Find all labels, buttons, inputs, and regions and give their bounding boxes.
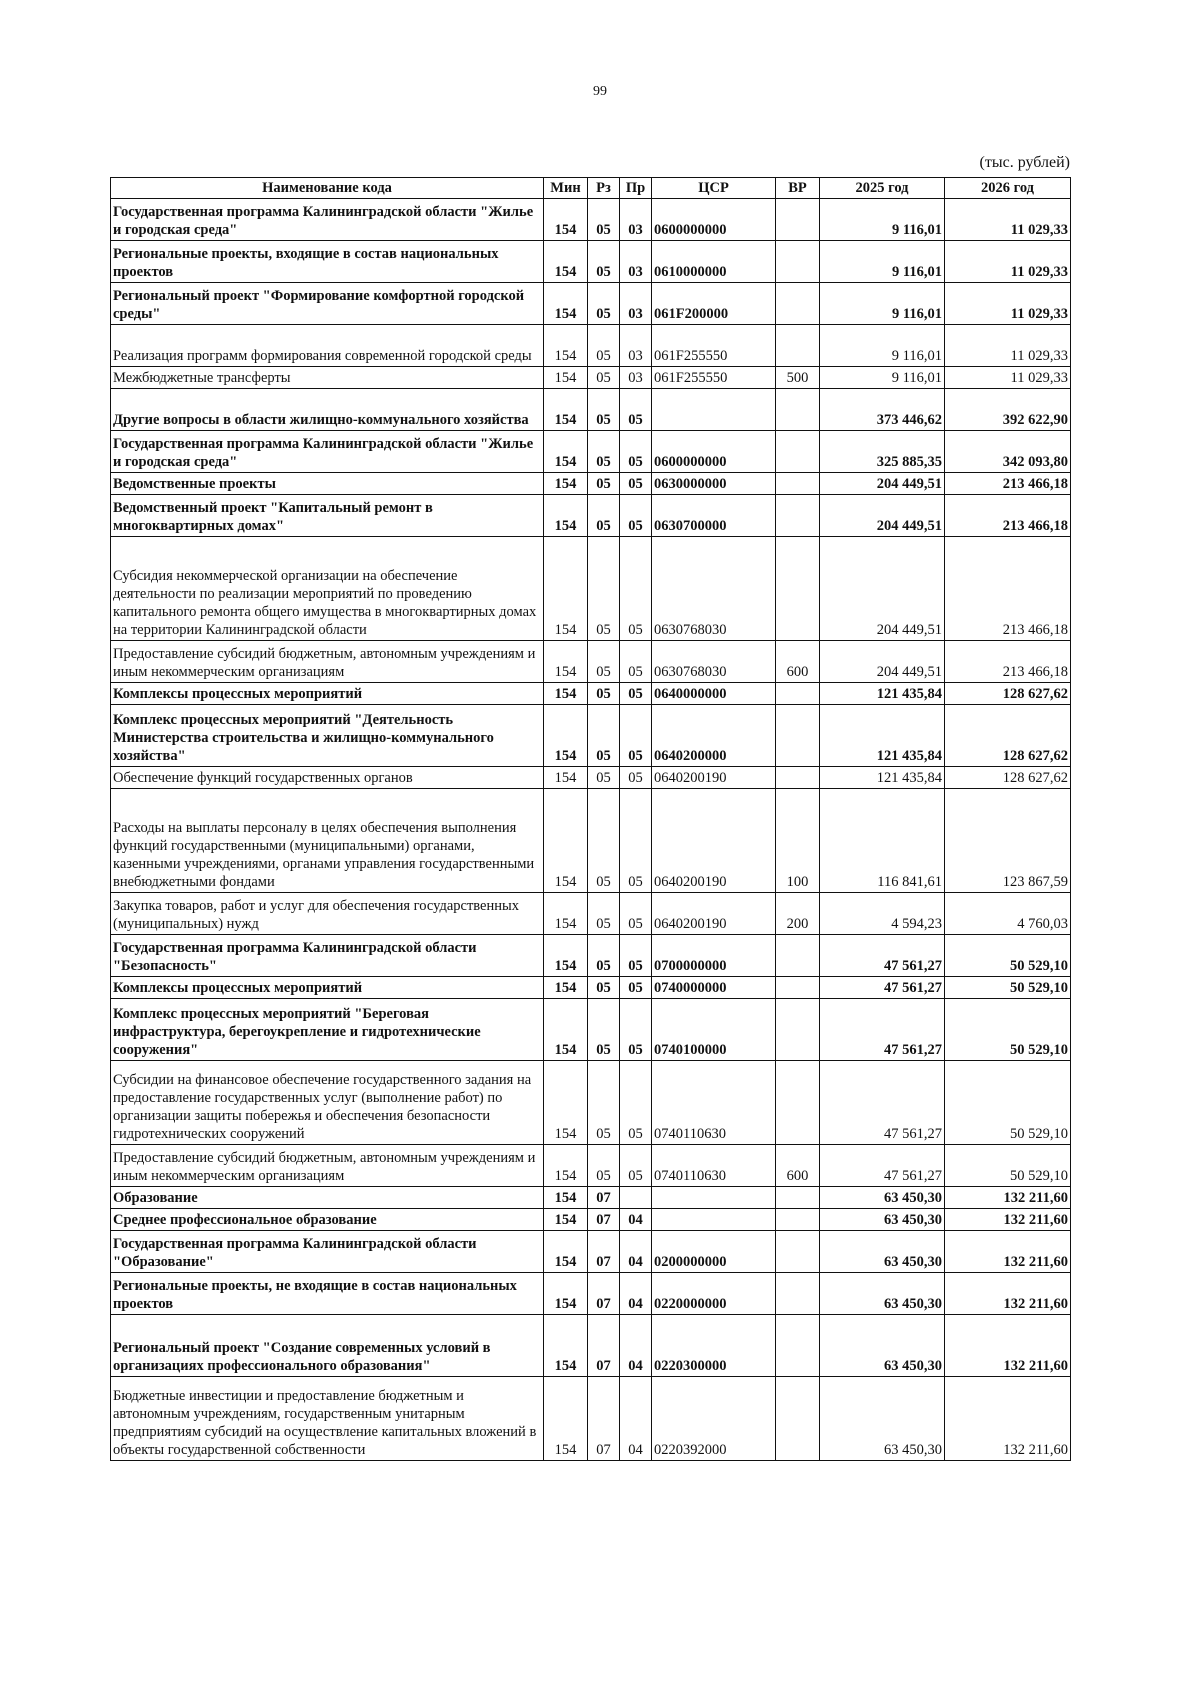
cell-rz: 05: [588, 1145, 620, 1187]
cell-vr: [776, 767, 820, 789]
cell-csr: 0220392000: [652, 1377, 776, 1461]
cell-min: 154: [544, 283, 588, 325]
cell-y2025: 121 435,84: [820, 705, 945, 767]
cell-pr: 03: [620, 283, 652, 325]
cell-name: Региональный проект "Создание современных условий в организациях профессионального образования": [111, 1315, 544, 1377]
table-row: [111, 1377, 1071, 1461]
cell-csr: 0630700000: [652, 495, 776, 537]
cell-vr: [776, 389, 820, 431]
budget-table: [110, 177, 1071, 1461]
cell-y2026: 128 627,62: [945, 683, 1071, 705]
cell-y2025: 9 116,01: [820, 199, 945, 241]
cell-csr: 0610000000: [652, 241, 776, 283]
cell-y2025: 47 561,27: [820, 1145, 945, 1187]
cell-min: 154: [544, 789, 588, 893]
cell-min: 154: [544, 367, 588, 389]
cell-vr: [776, 935, 820, 977]
cell-min: 154: [544, 537, 588, 641]
cell-name: Межбюджетные трансферты: [111, 367, 544, 389]
header-rz: Рз: [588, 178, 620, 199]
cell-pr: 04: [620, 1273, 652, 1315]
cell-rz: 05: [588, 495, 620, 537]
cell-y2025: 116 841,61: [820, 789, 945, 893]
cell-vr: [776, 1187, 820, 1209]
cell-vr: [776, 705, 820, 767]
cell-y2025: 204 449,51: [820, 537, 945, 641]
cell-csr: 061F255550: [652, 367, 776, 389]
cell-min: 154: [544, 495, 588, 537]
header-name: Наименование кода: [111, 178, 544, 199]
cell-rz: 05: [588, 367, 620, 389]
cell-y2026: 132 211,60: [945, 1209, 1071, 1231]
cell-y2025: 325 885,35: [820, 431, 945, 473]
cell-csr: 0740100000: [652, 999, 776, 1061]
cell-name: Комплекс процессных мероприятий "Береговая инфраструктура, берегоукрепление и гидротехнические сооружения": [111, 999, 544, 1061]
cell-pr: 04: [620, 1209, 652, 1231]
cell-name: Другие вопросы в области жилищно-коммунального хозяйства: [111, 389, 544, 431]
cell-name: Государственная программа Калининградской области "Жилье и городская среда": [111, 199, 544, 241]
cell-y2026: 132 211,60: [945, 1315, 1071, 1377]
cell-min: 154: [544, 1231, 588, 1273]
table-row: [111, 767, 1071, 789]
cell-name: Расходы на выплаты персоналу в целях обеспечения выполнения функций государственными (муниципальными) органами, казенными учреждениями, органами управления государственными внебюджетными фондами: [111, 789, 544, 893]
cell-vr: [776, 977, 820, 999]
cell-pr: 05: [620, 537, 652, 641]
cell-name: Региональные проекты, входящие в состав национальных проектов: [111, 241, 544, 283]
cell-y2026: 11 029,33: [945, 325, 1071, 367]
cell-y2026: 123 867,59: [945, 789, 1071, 893]
cell-rz: 07: [588, 1315, 620, 1377]
cell-csr: 0600000000: [652, 199, 776, 241]
cell-rz: 05: [588, 789, 620, 893]
cell-rz: 05: [588, 537, 620, 641]
table-row: [111, 1061, 1071, 1145]
cell-y2026: 50 529,10: [945, 935, 1071, 977]
table-row: [111, 473, 1071, 495]
cell-vr: [776, 325, 820, 367]
cell-rz: 05: [588, 241, 620, 283]
table-row: [111, 789, 1071, 893]
cell-csr: 0200000000: [652, 1231, 776, 1273]
table-row: [111, 935, 1071, 977]
cell-csr: 0630000000: [652, 473, 776, 495]
table-row: [111, 1209, 1071, 1231]
cell-csr: 0600000000: [652, 431, 776, 473]
table-row: [111, 1315, 1071, 1377]
cell-rz: 07: [588, 1231, 620, 1273]
table-row: [111, 893, 1071, 935]
cell-csr: 0740000000: [652, 977, 776, 999]
cell-min: 154: [544, 431, 588, 473]
cell-min: 154: [544, 705, 588, 767]
cell-y2025: 204 449,51: [820, 495, 945, 537]
cell-pr: 05: [620, 1145, 652, 1187]
cell-y2026: 11 029,33: [945, 283, 1071, 325]
cell-pr: 04: [620, 1377, 652, 1461]
cell-csr: 0740110630: [652, 1145, 776, 1187]
cell-pr: 05: [620, 999, 652, 1061]
cell-pr: [620, 1187, 652, 1209]
cell-pr: 05: [620, 1061, 652, 1145]
cell-y2026: 392 622,90: [945, 389, 1071, 431]
cell-y2026: 11 029,33: [945, 367, 1071, 389]
cell-name: Ведомственные проекты: [111, 473, 544, 495]
cell-vr: [776, 199, 820, 241]
table-row: [111, 1273, 1071, 1315]
cell-name: Государственная программа Калининградской области "Образование": [111, 1231, 544, 1273]
cell-y2026: 213 466,18: [945, 537, 1071, 641]
cell-rz: 05: [588, 199, 620, 241]
cell-y2025: 9 116,01: [820, 325, 945, 367]
header-2025: 2025 год: [820, 178, 945, 199]
cell-name: Комплексы процессных мероприятий: [111, 977, 544, 999]
cell-y2026: 50 529,10: [945, 1061, 1071, 1145]
cell-vr: 600: [776, 641, 820, 683]
cell-name: Региональные проекты, не входящие в состав национальных проектов: [111, 1273, 544, 1315]
cell-y2025: 47 561,27: [820, 935, 945, 977]
cell-rz: 05: [588, 683, 620, 705]
table-row: [111, 283, 1071, 325]
table-row: [111, 1231, 1071, 1273]
cell-y2026: 50 529,10: [945, 1145, 1071, 1187]
table-row: [111, 683, 1071, 705]
cell-y2025: 47 561,27: [820, 999, 945, 1061]
cell-pr: 03: [620, 325, 652, 367]
cell-csr: [652, 389, 776, 431]
cell-csr: 0640200190: [652, 893, 776, 935]
cell-pr: 05: [620, 495, 652, 537]
cell-pr: 05: [620, 935, 652, 977]
table-row: [111, 705, 1071, 767]
table-row: [111, 641, 1071, 683]
cell-min: 154: [544, 1145, 588, 1187]
cell-pr: 05: [620, 977, 652, 999]
cell-pr: 05: [620, 683, 652, 705]
units-label: (тыс. рублей): [979, 154, 1070, 171]
cell-y2026: 213 466,18: [945, 641, 1071, 683]
cell-rz: 05: [588, 1061, 620, 1145]
cell-vr: [776, 283, 820, 325]
cell-min: 154: [544, 1377, 588, 1461]
cell-pr: 05: [620, 389, 652, 431]
cell-min: 154: [544, 473, 588, 495]
cell-min: 154: [544, 241, 588, 283]
cell-min: 154: [544, 641, 588, 683]
table-header-row: [111, 178, 1071, 199]
cell-y2025: 63 450,30: [820, 1187, 945, 1209]
cell-name: Региональный проект "Формирование комфортной городской среды": [111, 283, 544, 325]
cell-csr: 0220000000: [652, 1273, 776, 1315]
cell-min: 154: [544, 325, 588, 367]
cell-y2026: 132 211,60: [945, 1377, 1071, 1461]
cell-y2025: 9 116,01: [820, 283, 945, 325]
header-min: Мин: [544, 178, 588, 199]
cell-name: Ведомственный проект "Капитальный ремонт в многоквартирных домах": [111, 495, 544, 537]
cell-vr: [776, 495, 820, 537]
cell-csr: 0630768030: [652, 641, 776, 683]
cell-y2025: 9 116,01: [820, 367, 945, 389]
cell-vr: [776, 431, 820, 473]
cell-y2026: 342 093,80: [945, 431, 1071, 473]
cell-pr: 03: [620, 367, 652, 389]
cell-y2025: 9 116,01: [820, 241, 945, 283]
cell-y2026: 50 529,10: [945, 999, 1071, 1061]
table-row: [111, 367, 1071, 389]
cell-name: Предоставление субсидий бюджетным, автономным учреждениям и иным некоммерческим организациям: [111, 1145, 544, 1187]
cell-y2026: 132 211,60: [945, 1231, 1071, 1273]
cell-y2026: 128 627,62: [945, 705, 1071, 767]
cell-vr: [776, 1273, 820, 1315]
cell-csr: 061F200000: [652, 283, 776, 325]
cell-y2025: 4 594,23: [820, 893, 945, 935]
table-row: [111, 1187, 1071, 1209]
cell-y2025: 204 449,51: [820, 641, 945, 683]
cell-name: Бюджетные инвестиции и предоставление бюджетным и автономным учреждениям, государственным унитарным предприятиям субсидий на осуществление капитальных вложений в объекты государственной собственности: [111, 1377, 544, 1461]
page-number: 99: [593, 84, 607, 99]
cell-rz: 07: [588, 1209, 620, 1231]
cell-csr: 0640200000: [652, 705, 776, 767]
cell-name: Государственная программа Калининградской области "Жилье и городская среда": [111, 431, 544, 473]
cell-y2025: 63 450,30: [820, 1273, 945, 1315]
cell-csr: 0740110630: [652, 1061, 776, 1145]
cell-y2025: 373 446,62: [820, 389, 945, 431]
cell-vr: [776, 1061, 820, 1145]
table-row: [111, 537, 1071, 641]
cell-rz: 05: [588, 325, 620, 367]
cell-min: 154: [544, 1187, 588, 1209]
cell-y2026: 213 466,18: [945, 495, 1071, 537]
table-row: [111, 1145, 1071, 1187]
cell-min: 154: [544, 893, 588, 935]
cell-min: 154: [544, 1061, 588, 1145]
cell-pr: 05: [620, 431, 652, 473]
table-row: [111, 977, 1071, 999]
cell-name: Предоставление субсидий бюджетным, автономным учреждениям и иным некоммерческим организациям: [111, 641, 544, 683]
cell-min: 154: [544, 389, 588, 431]
cell-rz: 05: [588, 641, 620, 683]
cell-y2025: 63 450,30: [820, 1209, 945, 1231]
cell-rz: 05: [588, 473, 620, 495]
cell-rz: 05: [588, 283, 620, 325]
cell-y2026: 213 466,18: [945, 473, 1071, 495]
cell-y2025: 63 450,30: [820, 1315, 945, 1377]
cell-csr: 0700000000: [652, 935, 776, 977]
cell-vr: [776, 1209, 820, 1231]
cell-pr: 04: [620, 1231, 652, 1273]
cell-y2026: 50 529,10: [945, 977, 1071, 999]
header-vr: ВР: [776, 178, 820, 199]
cell-csr: 0630768030: [652, 537, 776, 641]
cell-y2026: 11 029,33: [945, 199, 1071, 241]
cell-vr: [776, 537, 820, 641]
cell-pr: 05: [620, 893, 652, 935]
cell-min: 154: [544, 199, 588, 241]
cell-min: 154: [544, 767, 588, 789]
cell-y2025: 63 450,30: [820, 1377, 945, 1461]
cell-name: Закупка товаров, работ и услуг для обеспечения государственных (муниципальных) нужд: [111, 893, 544, 935]
table-row: [111, 241, 1071, 283]
cell-name: Обеспечение функций государственных органов: [111, 767, 544, 789]
cell-vr: [776, 1315, 820, 1377]
cell-min: 154: [544, 999, 588, 1061]
cell-rz: 05: [588, 389, 620, 431]
cell-y2025: 204 449,51: [820, 473, 945, 495]
table-row: [111, 325, 1071, 367]
header-csr: ЦСР: [652, 178, 776, 199]
cell-csr: 0640200190: [652, 767, 776, 789]
cell-csr: [652, 1209, 776, 1231]
cell-name: Реализация программ формирования современной городской среды: [111, 325, 544, 367]
cell-name: Субсидия некоммерческой организации на обеспечение деятельности по реализации мероприятий по проведению капитального ремонта общего имущества в многоквартирных домах на территории Калининградской области: [111, 537, 544, 641]
cell-pr: 03: [620, 241, 652, 283]
cell-y2025: 63 450,30: [820, 1231, 945, 1273]
cell-csr: 061F255550: [652, 325, 776, 367]
cell-vr: 100: [776, 789, 820, 893]
cell-rz: 07: [588, 1377, 620, 1461]
cell-name: Образование: [111, 1187, 544, 1209]
cell-vr: 500: [776, 367, 820, 389]
cell-vr: 600: [776, 1145, 820, 1187]
cell-y2026: 128 627,62: [945, 767, 1071, 789]
cell-vr: [776, 241, 820, 283]
table-row: [111, 389, 1071, 431]
cell-rz: 05: [588, 431, 620, 473]
cell-rz: 05: [588, 767, 620, 789]
cell-pr: 05: [620, 789, 652, 893]
cell-rz: 07: [588, 1187, 620, 1209]
cell-pr: 05: [620, 473, 652, 495]
table-row: [111, 495, 1071, 537]
cell-name: Комплекс процессных мероприятий "Деятельность Министерства строительства и жилищно-коммунального хозяйства": [111, 705, 544, 767]
cell-y2026: 11 029,33: [945, 241, 1071, 283]
cell-name: Государственная программа Калининградской области "Безопасность": [111, 935, 544, 977]
cell-rz: 05: [588, 999, 620, 1061]
cell-y2026: 132 211,60: [945, 1273, 1071, 1315]
cell-rz: 05: [588, 977, 620, 999]
table-row: [111, 431, 1071, 473]
cell-rz: 07: [588, 1273, 620, 1315]
cell-y2026: 132 211,60: [945, 1187, 1071, 1209]
cell-min: 154: [544, 683, 588, 705]
cell-vr: [776, 1377, 820, 1461]
cell-min: 154: [544, 977, 588, 999]
cell-name: Среднее профессиональное образование: [111, 1209, 544, 1231]
cell-y2025: 121 435,84: [820, 767, 945, 789]
header-pr: Пр: [620, 178, 652, 199]
cell-min: 154: [544, 935, 588, 977]
table-row: [111, 999, 1071, 1061]
cell-vr: [776, 1231, 820, 1273]
cell-vr: [776, 683, 820, 705]
cell-vr: [776, 999, 820, 1061]
cell-y2025: 121 435,84: [820, 683, 945, 705]
cell-pr: 05: [620, 767, 652, 789]
cell-pr: 03: [620, 199, 652, 241]
cell-pr: 05: [620, 641, 652, 683]
cell-vr: 200: [776, 893, 820, 935]
cell-min: 154: [544, 1209, 588, 1231]
cell-pr: 05: [620, 705, 652, 767]
cell-rz: 05: [588, 935, 620, 977]
cell-y2025: 47 561,27: [820, 977, 945, 999]
cell-y2025: 47 561,27: [820, 1061, 945, 1145]
cell-csr: 0640200190: [652, 789, 776, 893]
cell-name: Комплексы процессных мероприятий: [111, 683, 544, 705]
cell-csr: 0640000000: [652, 683, 776, 705]
cell-pr: 04: [620, 1315, 652, 1377]
cell-min: 154: [544, 1273, 588, 1315]
cell-rz: 05: [588, 705, 620, 767]
cell-vr: [776, 473, 820, 495]
cell-csr: 0220300000: [652, 1315, 776, 1377]
table-row: [111, 199, 1071, 241]
cell-name: Субсидии на финансовое обеспечение государственного задания на предоставление государственных услуг (выполнение работ) по организации защиты побережья и обеспечения безопасности гидротехнических сооружений: [111, 1061, 544, 1145]
cell-rz: 05: [588, 893, 620, 935]
cell-csr: [652, 1187, 776, 1209]
cell-min: 154: [544, 1315, 588, 1377]
cell-y2026: 4 760,03: [945, 893, 1071, 935]
header-2026: 2026 год: [945, 178, 1071, 199]
